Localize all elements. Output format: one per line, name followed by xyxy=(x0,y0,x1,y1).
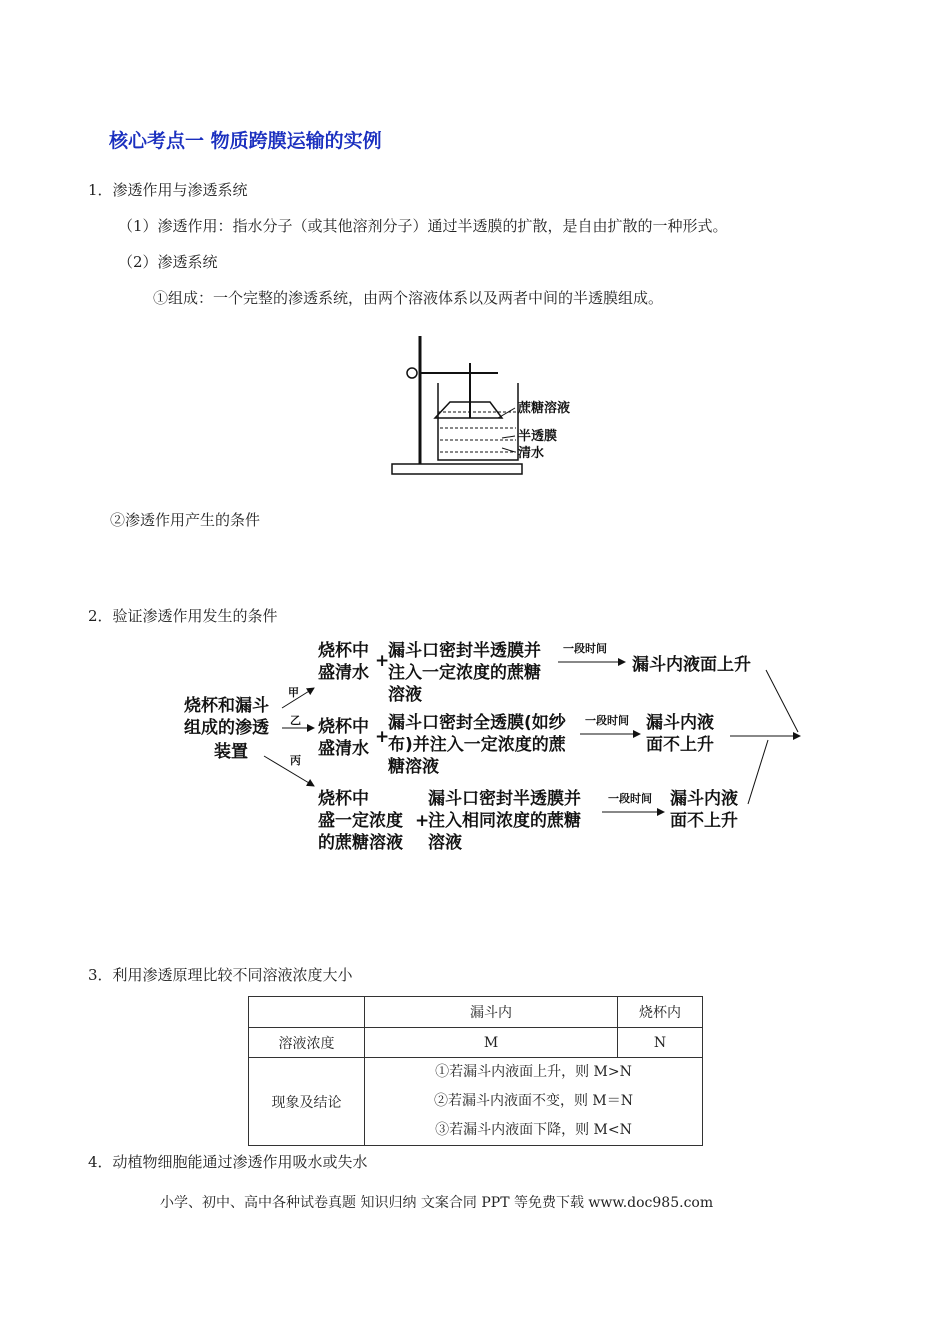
conclusion-1: ①若漏斗内液面上升，则 M>N xyxy=(435,1064,632,1080)
start-line-2: 组成的渗透 xyxy=(184,718,269,738)
row3-result-2: 面不上升 xyxy=(670,811,738,831)
s1-conditions: ②渗透作用产生的条件 xyxy=(110,511,261,529)
row2-beaker-1: 烧杯中 xyxy=(318,717,369,737)
table-header-corner xyxy=(249,997,365,1028)
row3-beaker-2: 盛一定浓度 xyxy=(318,811,403,831)
row1-plus: + xyxy=(375,651,390,671)
row1-beaker-1: 烧杯中 xyxy=(318,641,369,661)
row1-funnel-2: 注入一定浓度的蔗糖 xyxy=(388,663,541,683)
table-header-row xyxy=(249,997,703,1028)
page-footer: 小学、初中、高中各种试卷真题 知识归纳 文案合同 PPT 等免费下载 www.doc985.com xyxy=(160,1195,714,1211)
row3-funnel-3: 溶液 xyxy=(428,833,462,853)
row3-beaker-1: 烧杯中 xyxy=(318,789,369,809)
table-row xyxy=(249,1028,703,1058)
table-row xyxy=(249,1058,703,1146)
branch-label-b: 乙 xyxy=(290,714,301,727)
start-line-3: 装置 xyxy=(214,742,248,762)
section-heading: 核心考点一 物质跨膜运输的实例 xyxy=(109,130,382,152)
s1-title: 1．渗透作用与渗透系统 xyxy=(88,181,248,199)
row1-arrow-label: 一段时间 xyxy=(563,642,607,655)
conclusions-cell xyxy=(365,1058,703,1146)
branch-label-c: 丙 xyxy=(290,754,301,767)
conclusion-3: ③若漏斗内液面下降，则 M<N xyxy=(435,1122,632,1138)
row2-plus: + xyxy=(375,727,390,747)
stand-base xyxy=(392,464,522,474)
s1-osmosis-definition: （1）渗透作用：指水分子（或其他溶剂分子）通过半透膜的扩散，是自由扩散的一种形式。 xyxy=(118,217,728,235)
row3-funnel-2: 注入相同浓度的蔗糖 xyxy=(428,811,581,831)
row2-result-2: 面不上升 xyxy=(646,735,714,755)
row3-funnel-1: 漏斗口密封半透膜并 xyxy=(428,789,581,809)
osmosis-condition-flow-diagram xyxy=(170,636,810,864)
row2-beaker-2: 盛清水 xyxy=(318,739,369,759)
row-label-phenomenon: 现象及结论 xyxy=(249,1058,365,1146)
cell-funnel-value: M xyxy=(365,1028,618,1058)
funnel xyxy=(435,402,502,418)
beaker xyxy=(438,383,518,460)
row3-plus: + xyxy=(415,811,430,831)
osmosis-apparatus-figure xyxy=(390,328,590,478)
converge-line-top xyxy=(766,670,798,732)
row2-funnel-3: 糖溶液 xyxy=(388,757,439,777)
s2-title: 2．验证渗透作用发生的条件 xyxy=(88,607,278,625)
s4-title: 4．动植物细胞能通过渗透作用吸水或失水 xyxy=(88,1153,368,1171)
table-header-funnel: 漏斗内 xyxy=(365,997,618,1028)
row2-funnel-2: 布)并注入一定浓度的蔗 xyxy=(388,735,566,755)
converge-line-bottom xyxy=(748,740,768,804)
row2-funnel-1: 漏斗口密封全透膜(如纱 xyxy=(388,713,566,733)
leader-line xyxy=(502,448,515,452)
leader-line xyxy=(502,436,515,438)
leader-line xyxy=(498,408,515,418)
row3-result-1: 漏斗内液 xyxy=(670,789,738,809)
row1-result: 漏斗内液面上升 xyxy=(632,655,751,675)
concentration-comparison-table xyxy=(248,996,703,1146)
cell-beaker-value: N xyxy=(618,1028,703,1058)
row1-funnel-1: 漏斗口密封半透膜并 xyxy=(388,641,541,661)
conclusion-2: ②若漏斗内液面不变，则 M＝N xyxy=(433,1093,634,1109)
row1-beaker-2: 盛清水 xyxy=(318,663,369,683)
s3-title: 3．利用渗透原理比较不同溶液浓度大小 xyxy=(88,966,353,984)
label-sucrose-solution: 蔗糖溶液 xyxy=(518,401,571,416)
s1-osmosis-system-title: （2）渗透系统 xyxy=(118,253,218,271)
branch-arrow-c xyxy=(264,756,314,786)
label-clear-water: 清水 xyxy=(518,446,545,461)
start-line-1: 烧杯和漏斗 xyxy=(184,696,269,716)
s1-composition: ①组成：一个完整的渗透系统，由两个溶液体系以及两者中间的半透膜组成。 xyxy=(153,289,664,307)
row3-arrow-label: 一段时间 xyxy=(608,792,652,805)
branch-label-a: 甲 xyxy=(288,686,299,699)
row2-arrow-label: 一段时间 xyxy=(585,714,629,727)
row2-result-1: 漏斗内液 xyxy=(646,713,714,733)
row1-funnel-3: 溶液 xyxy=(388,685,422,705)
clamp-screw xyxy=(407,368,417,378)
label-semipermeable-membrane: 半透膜 xyxy=(518,429,558,444)
row3-beaker-3: 的蔗糖溶液 xyxy=(318,833,403,853)
table-header-beaker: 烧杯内 xyxy=(618,997,703,1028)
row-label-concentration: 溶液浓度 xyxy=(249,1028,365,1058)
